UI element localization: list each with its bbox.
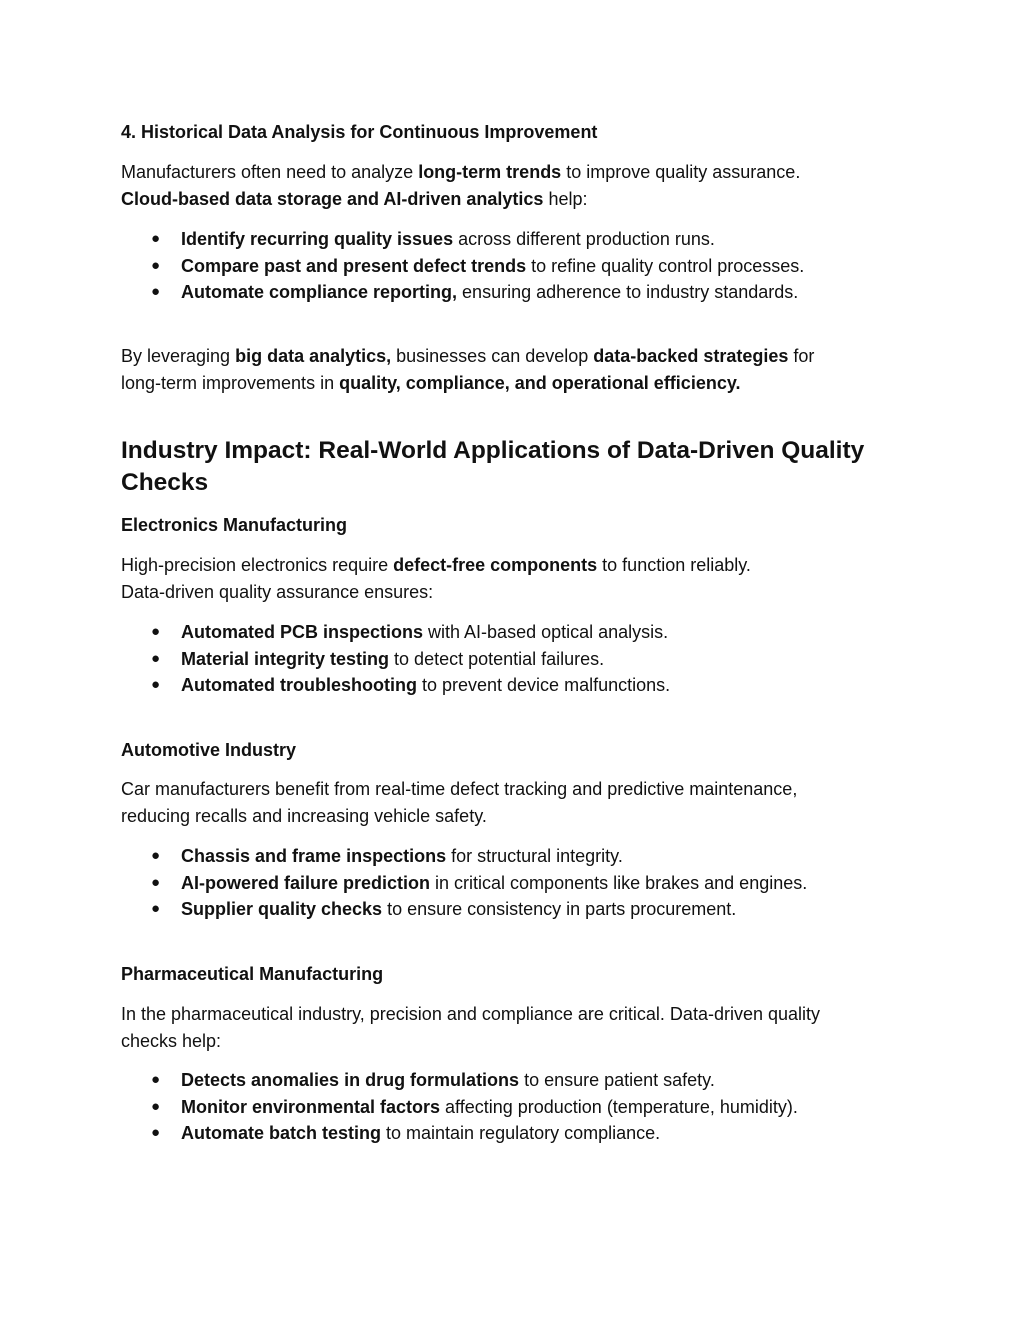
bullet-icon: ● [151,873,161,891]
bold-phrase: long-term trends [418,162,562,182]
electronics-heading: Electronics Manufacturing [121,515,348,535]
bullet-icon: ● [151,230,161,247]
historical-analysis-intro: Manufacturers often need to analyze long-term trends to improve quality assurance. Cloud-based data storage and AI-driven analytics help: [121,162,801,209]
historical-analysis-bullets [121,226,911,306]
list-item: ● Automate batch testing to maintain regulatory compliance. [121,1120,911,1147]
bullet-icon: ● [151,1097,161,1115]
bold-phrase: AI-powered failure prediction [181,872,431,893]
list-item: ● Automated PCB inspections with AI-based optical analysis. [121,619,911,646]
bold-phrase: Detects anomalies in drug formulations [181,1070,520,1090]
bullet-icon: ● [151,1071,161,1088]
bold-phrase: Compare past and present defect trends [181,255,527,276]
list-item: ● Automate compliance reporting, ensuring adherence to industry standards. [121,279,911,306]
bullet-icon: ● [151,847,161,864]
list-item: ● Detects anomalies in drug formulations to ensure patient safety. [121,1067,911,1094]
bold-phrase: Automate batch testing [181,1123,382,1144]
list-item: ● Material integrity testing to detect potential failures. [121,646,911,673]
bold-phrase: Chassis and frame inspections [181,846,447,866]
automotive-intro: Car manufacturers benefit from real-time defect tracking and predictive maintenance, reducing recalls and increasing vehicle safety. [121,779,798,826]
automotive-bullets [121,843,911,923]
bold-phrase: Supplier quality checks [181,899,383,920]
bold-phrase: quality, compliance, and operational efficiency. [339,372,741,393]
bold-phrase: data-backed strategies [593,346,789,366]
industry-impact-heading: Industry Impact: Real-World Applications of Data-Driven Quality Checks [121,437,865,496]
bullet-icon: ● [151,676,161,694]
bold-phrase: Monitor environmental factors [181,1096,441,1117]
bullet-icon: ● [151,256,161,274]
list-item: ● Monitor environmental factors affecting production (temperature, humidity). [121,1094,911,1121]
electronics-bullets [121,619,911,699]
bullet-icon: ● [151,623,161,640]
bold-phrase: Identify recurring quality issues [181,229,454,249]
bold-phrase: Cloud-based data storage and AI-driven analytics [121,188,544,209]
bold-phrase: Automated troubleshooting [181,675,417,696]
bullet-icon: ● [151,649,161,667]
electronics-intro: High-precision electronics require defect-free components to function reliably. Data-driven quality assurance ensures: [121,555,751,602]
bullet-icon: ● [151,283,161,301]
list-item: ● AI-powered failure prediction in critical components like brakes and engines. [121,870,911,897]
list-item: ● Automated troubleshooting to prevent device malfunctions. [121,672,911,699]
historical-analysis-closing: By leveraging big data analytics, businesses can develop data-backed strategies for long-term improvements in quality, compliance, and operational efficiency. [121,346,815,393]
automotive-heading: Automotive Industry [121,740,297,760]
list-item: ● Compare past and present defect trends to refine quality control processes. [121,253,911,280]
bold-phrase: Automated PCB inspections [181,622,424,642]
bold-phrase: Automate compliance reporting, [181,282,458,303]
bullet-icon: ● [151,900,161,918]
list-item: ● Supplier quality checks to ensure consistency in parts procurement. [121,896,911,923]
list-item: ● Identify recurring quality issues across different production runs. [121,226,911,253]
bullet-icon: ● [151,1124,161,1142]
pharma-intro: In the pharmaceutical industry, precision and compliance are critical. Data-driven quality checks help: [121,1004,821,1051]
bold-phrase: Material integrity testing [181,648,390,669]
section-heading-historical-analysis: 4. Historical Data Analysis for Continuous Improvement [121,122,598,142]
pharma-bullets [121,1067,911,1147]
bold-phrase: big data analytics, [235,346,392,366]
bold-phrase: defect-free components [393,555,598,575]
pharma-heading: Pharmaceutical Manufacturing [121,964,384,984]
list-item: ● Chassis and frame inspections for structural integrity. [121,843,911,870]
